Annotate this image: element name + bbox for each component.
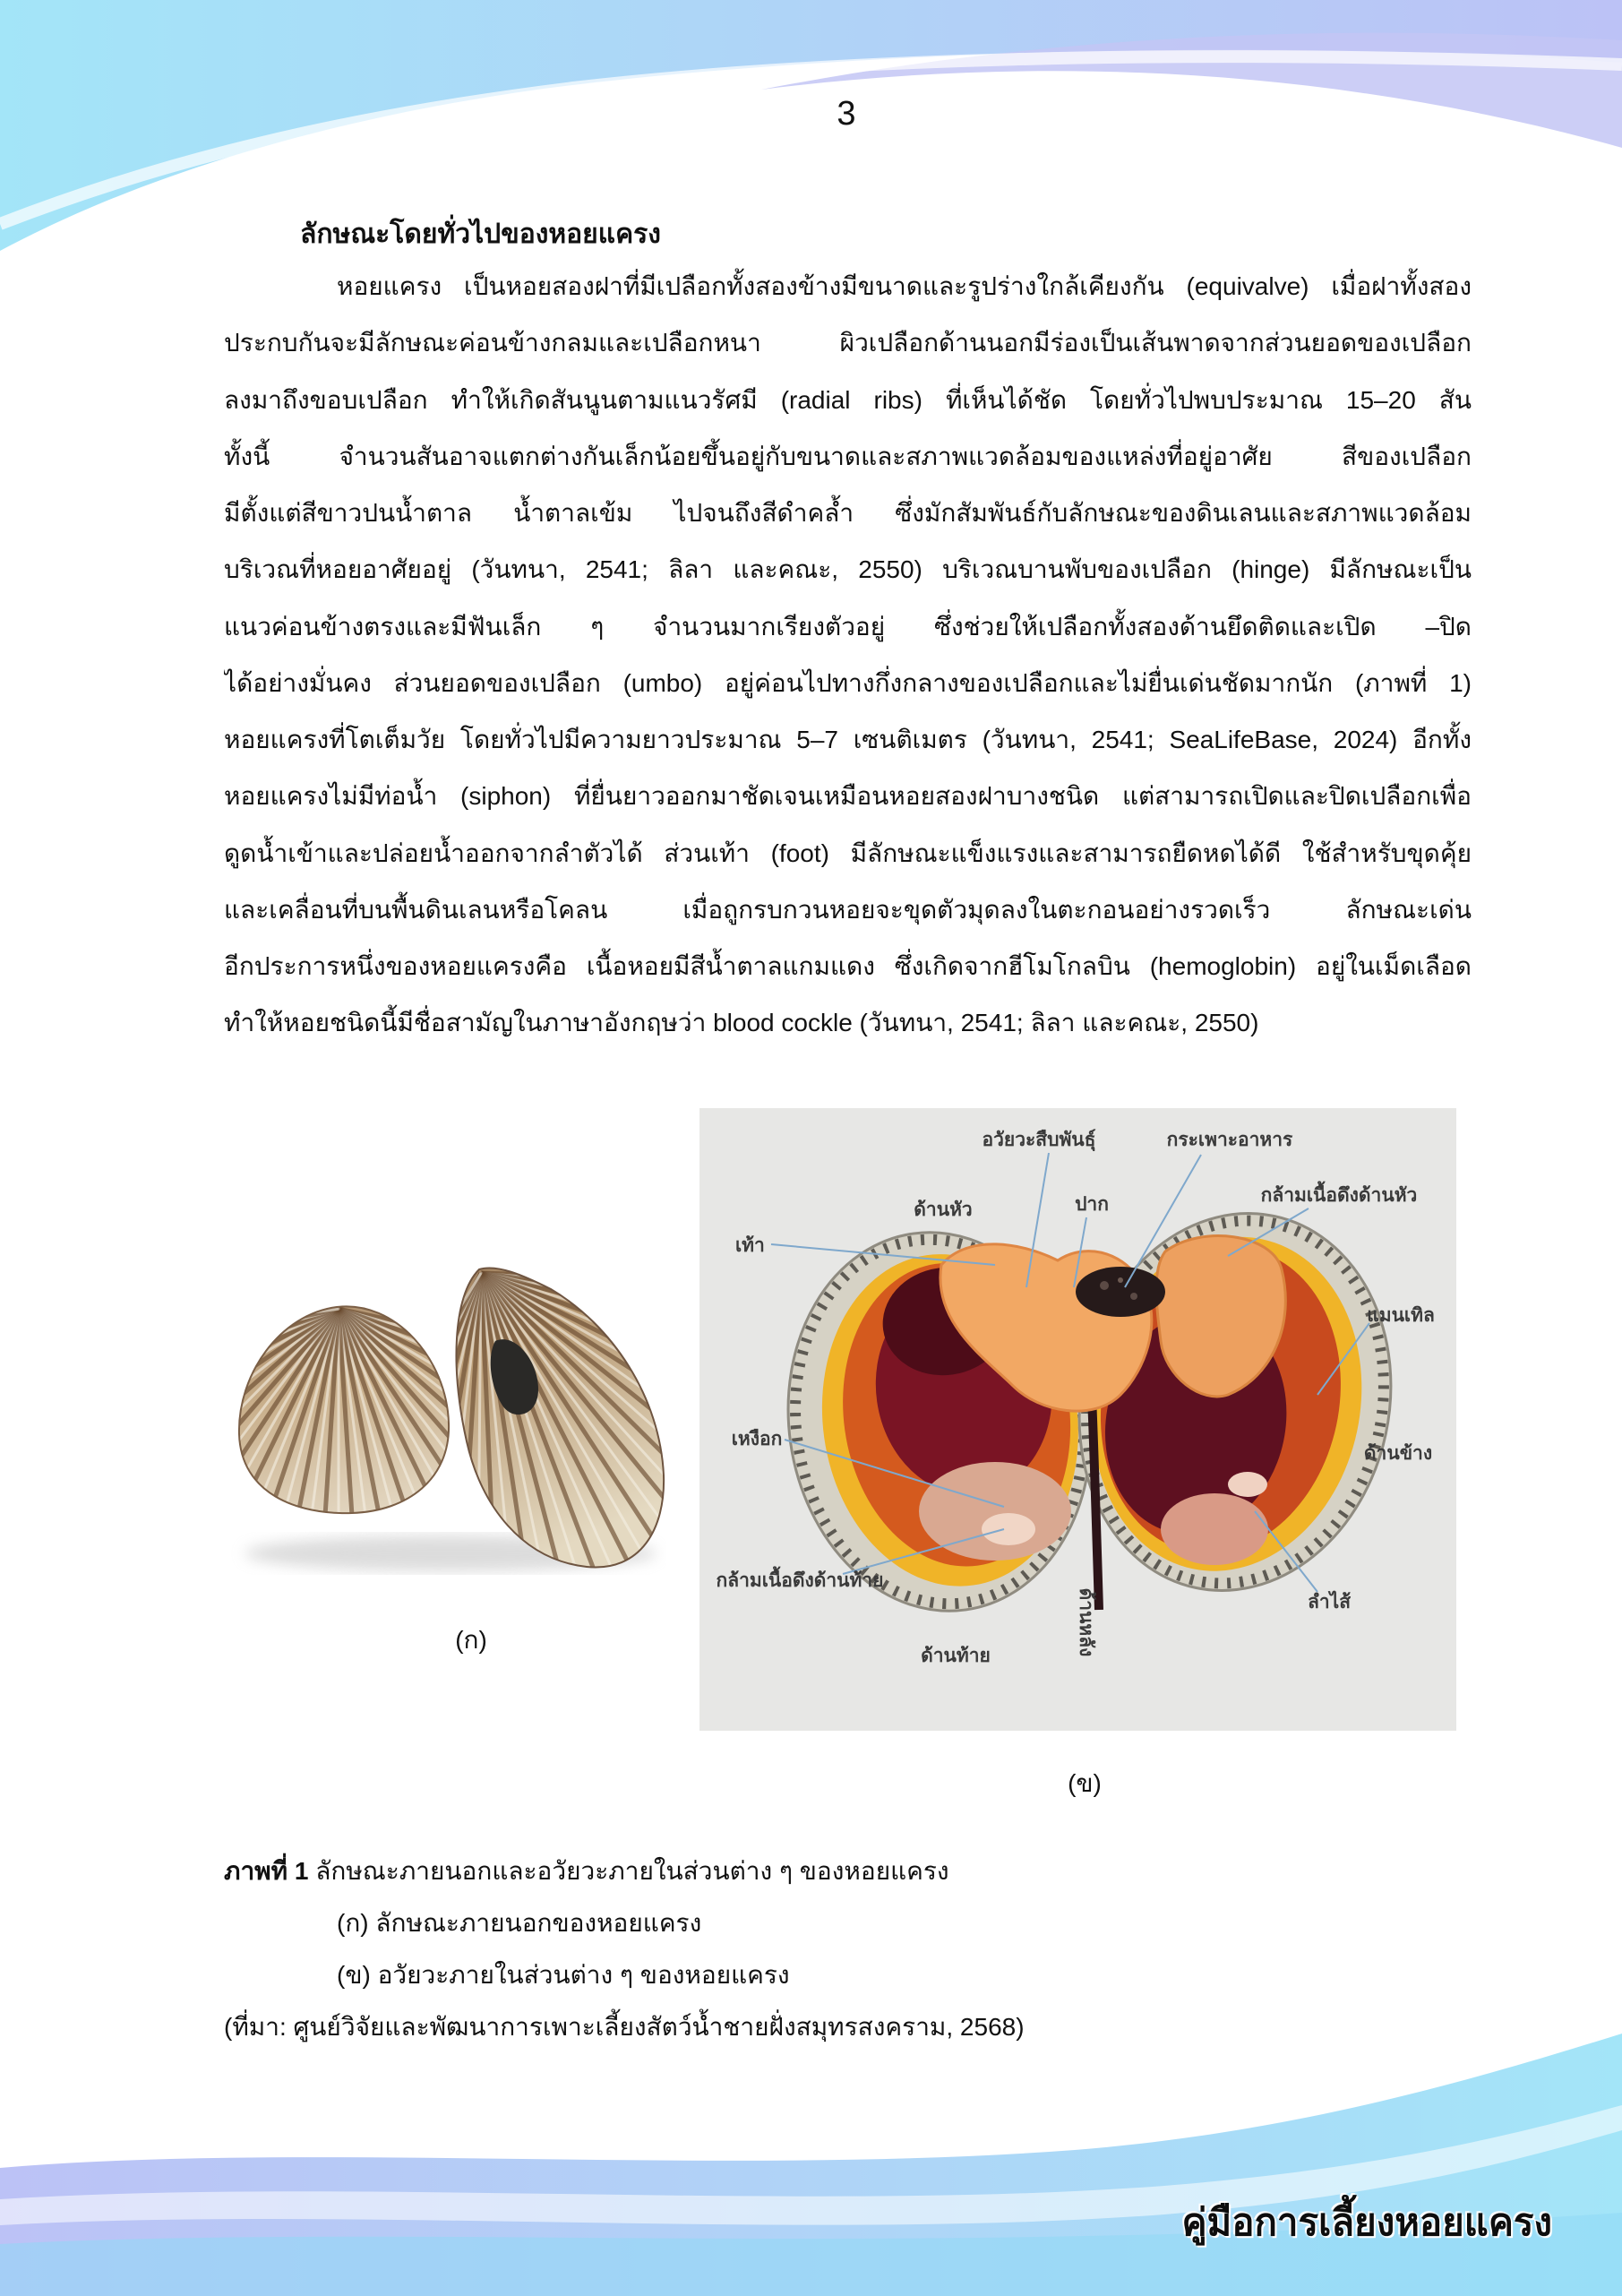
caption-source: (ที่มา: ศูนย์วิจัยและพัฒนาการเพาะเลี้ยงสัตว์น้ำชายฝั่งสมุทรสงคราม, 2568) <box>224 2013 1025 2041</box>
label-intestine: ลำไส้ <box>1307 1592 1352 1612</box>
label-mouth: ปาก <box>1075 1194 1109 1215</box>
label-mantle: แมนเทิล <box>1367 1305 1435 1326</box>
paragraph-line: ทั้งนี้ จำนวนสันอาจแตกต่างกันเล็กน้อยขึ้นอยู่กับขนาดและสภาพแวดล้อมของแหล่งที่อยู่อาศัย สีของเปลือก <box>224 442 1472 470</box>
panel-b-label: (ข) <box>1068 1769 1102 1797</box>
posterior-adductor-muscle <box>982 1513 1035 1545</box>
paragraph-line: มีตั้งแต่สีขาวปนน้ำตาล น้ำตาลเข้ม ไปจนถึงสีดำคล้ำ ซึ่งมักสัมพันธ์กับลักษณะของดินเลนและสภาพแวดล้อม <box>224 499 1472 527</box>
caption-prefix: ภาพที่ 1 <box>224 1857 309 1885</box>
label-posterior: ด้านท้าย <box>921 1646 991 1666</box>
caption-item: (ก) ลักษณะภายนอกของหอยแครง <box>337 1909 702 1937</box>
label-dorsal: ด้านหลัง <box>1076 1587 1096 1657</box>
footer-title: คู่มือการเลี้ยงหอยแครง <box>1181 2201 1552 2243</box>
paragraph-line: และเคลื่อนที่บนพื้นดินเลนหรือโคลน เมื่อถูกรบกวนหอยจะขุดตัวมุดลงในตะกอนอย่างรวดเร็ว ลักษณะเด่น <box>224 895 1472 924</box>
paragraph-line: ดูดน้ำเข้าและปล่อยน้ำออกจากลำตัวได้ ส่วนเท้า (foot) มีลักษณะแข็งแรงและสามารถยืดหดได้ดี ใช้สำหรับขุดคุ้ย <box>224 838 1472 867</box>
cockle-shells-illustration <box>227 1244 666 1581</box>
paragraph-line: หอยแครงที่โตเต็มวัย โดยทั่วไปมีความยาวประมาณ 5–7 เซนติเมตร (วันทนา, 2541; SeaLifeBase, 2024) อีกทั้ง <box>224 726 1472 753</box>
paragraph-line: ทำให้หอยชนิดนี้มีชื่อสามัญในภาษาอังกฤษว่า blood cockle (วันทนา, 2541; ลิลา และคณะ, 2550) <box>224 1009 1259 1037</box>
paragraph-line: ลงมาถึงขอบเปลือก ทำให้เกิดสันนูนตามแนวรัศมี (radial ribs) ที่เห็นได้ชัด โดยทั่วไปพบประมาณ 15–20 สัน <box>224 385 1472 414</box>
panel-a-label: (ก) <box>455 1626 487 1654</box>
figure-caption <box>224 1845 1472 2053</box>
intestine-area <box>1161 1493 1268 1565</box>
label-posterior-adductor: กล้ามเนื้อดึงด้านท้าย <box>716 1570 884 1591</box>
section-heading: ลักษณะโดยทั่วไปของหอยแครง <box>300 219 661 249</box>
paragraph-line: อีกประการหนึ่งของหอยแครงคือ เนื้อหอยมีสีน้ำตาลแกมแดง ซึ่งเกิดจากฮีโมโกลบิน (hemoglobin) อยู่ในเม็ดเลือด <box>224 952 1472 980</box>
label-lateral: ด้านข้าง <box>1363 1443 1433 1464</box>
paragraph-line: บริเวณที่หอยอาศัยอยู่ (วันทนา, 2541; ลิลา และคณะ, 2550) บริเวณบานพับของเปลือก (hinge) มีลักษณะเป็น <box>224 555 1472 584</box>
caption-title-line <box>224 1845 1472 1897</box>
paragraph-line: ได้อย่างมั่นคง ส่วนยอดของเปลือก (umbo) อยู่ค่อนไปทางกึ่งกลางของเปลือกและไม่ยื่นเด่นชัดมากนัก (ภาพที่ 1) <box>224 668 1472 697</box>
stomach-area <box>1076 1267 1165 1317</box>
paragraph-line: ประกบกันจะมีลักษณะค่อนข้างกลมและเปลือกหนา ผิวเปลือกด้านนอกมีร่องเป็นเส้นพาดจากส่วนยอดของเปลือก <box>224 329 1472 357</box>
cockle-anatomy-photo <box>699 1108 1456 1731</box>
label-gill: เหงือก <box>731 1429 783 1449</box>
paragraph-line: แนวค่อนข้างตรงและมีฟันเล็ก ๆ จำนวนมากเรียงตัวอยู่ ซึ่งช่วยให้เปลือกทั้งสองด้านยึดติดและเปิด –ปิด <box>224 612 1472 641</box>
label-foot: เท้า <box>735 1235 765 1256</box>
page-number: 3 <box>837 95 856 133</box>
caption-item: (ข) อวัยวะภายในส่วนต่าง ๆ ของหอยแครง <box>337 1961 790 1989</box>
paragraph-line: หอยแครงไม่มีท่อน้ำ (siphon) ที่ยื่นยาวออกมาชัดเจนเหมือนหอยสองฝาบางชนิด แต่สามารถเปิดและปิดเปลือกเพื่อ <box>224 782 1472 811</box>
paragraph-line: หอยแครง เป็นหอยสองฝาที่มีเปลือกทั้งสองข้างมีขนาดและรูปร่างใกล้เคียงกัน (equivalve) เมื่อฝาทั้งสอง <box>337 272 1472 300</box>
label-reproductive-organ: อวัยวะสืบพันธุ์ <box>982 1130 1096 1150</box>
label-anterior: ด้านหัว <box>914 1200 973 1220</box>
label-anterior-adductor: กล้ามเนื้อดึงด้านหัว <box>1260 1185 1418 1206</box>
caption-title: ลักษณะภายนอกและอวัยวะภายในส่วนต่าง ๆ ของหอยแครง <box>315 1857 949 1885</box>
cockle-anatomy-illustration <box>699 1108 1456 1731</box>
body-paragraph <box>224 258 1472 1052</box>
label-stomach: กระเพาะอาหาร <box>1166 1130 1293 1150</box>
cockle-shells-photo <box>227 1244 666 1581</box>
